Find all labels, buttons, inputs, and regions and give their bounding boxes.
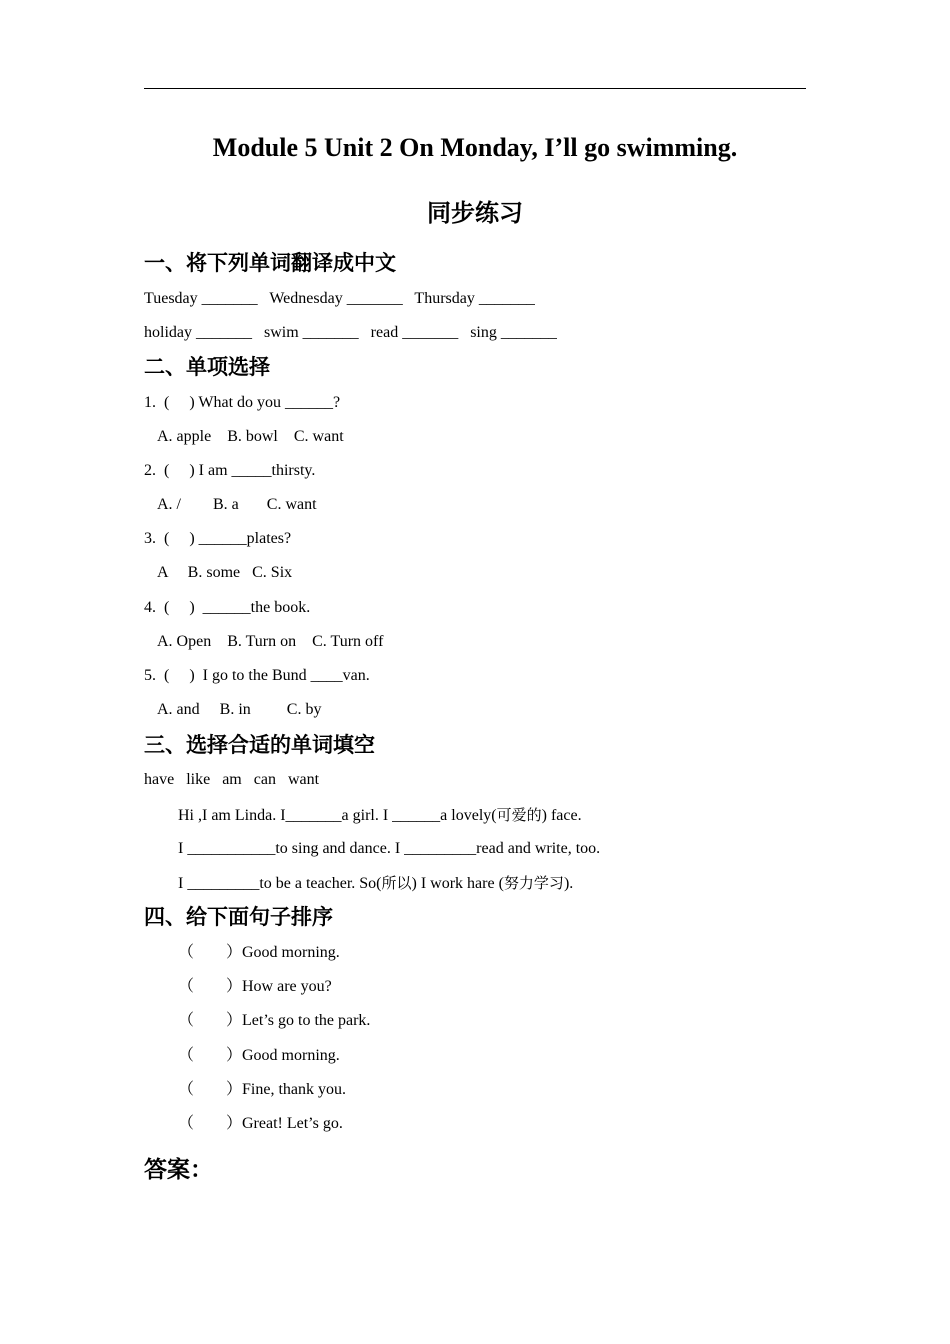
page-subtitle: 同步练习 [427, 199, 523, 227]
passage-line-3-part-b: ) I work hare ( [411, 875, 504, 892]
ordering-item-2: （ ）How are you? [178, 978, 332, 995]
section4-heading: 四、给下面句子排序 [144, 905, 333, 929]
question-4-options: A. Open B. Turn on C. Turn off [157, 633, 384, 650]
passage-line-3-part-a: I _________to be a teacher. So( [178, 875, 382, 892]
passage-line-3-gloss-2: 努力学习 [503, 874, 564, 892]
header-rule [144, 88, 806, 89]
word-bank: have like am can want [144, 771, 320, 788]
ordering-item-5: （ ）Fine, thank you. [178, 1081, 346, 1098]
question-5: 5. ( ) I go to the Bund ____van. [144, 667, 370, 684]
passage-line-3-part-c: ). [563, 875, 574, 892]
section1-row1: Tuesday _______ Wednesday _______ Thursday _______ [144, 290, 535, 307]
passage-line-1-gloss: 可爱的 [496, 806, 542, 824]
question-3: 3. ( ) ______plates? [144, 530, 292, 547]
question-2: 2. ( ) I am _____thirsty. [144, 462, 316, 479]
passage-line-1 [178, 804, 582, 827]
question-4: 4. ( ) ______the book. [144, 599, 311, 616]
answer-heading: 答案： [144, 1157, 213, 1183]
passage-line-3 [178, 872, 573, 895]
ordering-item-6: （ ）Great! Let’s go. [178, 1115, 343, 1132]
section1-heading: 一、将下列单词翻译成中文 [144, 251, 396, 275]
ordering-item-3: （ ）Let’s go to the park. [178, 1012, 371, 1029]
passage-line-1-part-a: Hi ,I am Linda. I_______a girl. I ______a lovely( [178, 807, 497, 824]
passage-line-2: I ___________to sing and dance. I _________read and write, too. [178, 840, 601, 857]
passage-line-1-part-b: ) face. [541, 807, 582, 824]
ordering-item-4: （ ）Good morning. [178, 1047, 340, 1064]
page-title: Module 5 Unit 2 On Monday, I’ll go swimming. [212, 133, 738, 162]
question-1-options: A. apple B. bowl C. want [157, 428, 344, 445]
section1-row2: holiday _______ swim _______ read _______ sing _______ [144, 324, 557, 341]
ordering-item-1: （ ）Good morning. [178, 944, 340, 961]
question-5-options: A. and B. in C. by [157, 701, 322, 718]
question-3-options: A B. some C. Six [157, 564, 293, 581]
section2-heading: 二、单项选择 [144, 355, 270, 379]
question-2-options: A. / B. a C. want [157, 496, 317, 513]
question-1: 1. ( ) What do you ______? [144, 394, 341, 411]
passage-line-3-gloss-1: 所以 [381, 874, 412, 892]
section3-heading: 三、选择合适的单词填空 [144, 733, 375, 757]
